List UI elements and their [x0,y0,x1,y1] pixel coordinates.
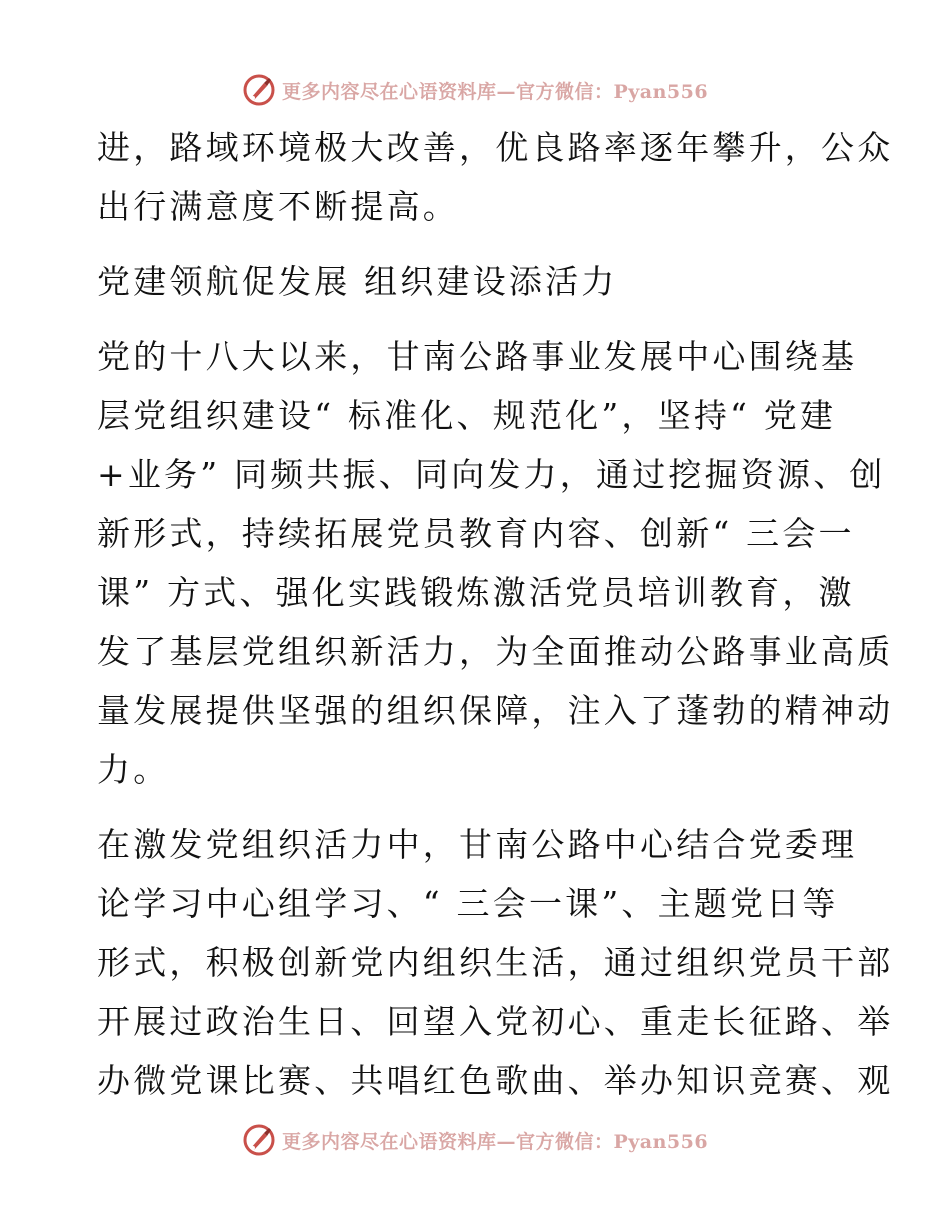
paragraph-line: 量发展提供坚强的组织保障，注入了蓬勃的精神动 [97,691,894,730]
paragraph-line: 层党组织建设“ 标准化、规范化”，坚持“ 党建 [97,396,837,435]
paragraph-line: 党的十八大以来，甘南公路事业发展中心围绕基 [97,337,858,376]
document-body [97,118,894,1110]
paragraph-line: 力。 [97,750,170,789]
paragraph-line: 开展过政治生日、回望入党初心、重走长征路、举 [97,1002,894,1041]
watermark-text: 更多内容尽在心语资料库—官方微信：Pyan556 [281,80,709,103]
watermark-banner-top [0,70,950,110]
pen-logo-icon [242,73,276,107]
paragraph-line: 课” 方式、强化实践锻炼激活党员培训教育，激 [97,573,855,612]
watermark-text: 更多内容尽在心语资料库—官方微信：Pyan556 [281,1130,709,1153]
paragraph-line: +业务” 同频共振、同向发力，通过挖掘资源、创 [97,455,886,494]
section-heading: 党建领航促发展 组织建设添活力 [97,262,618,301]
paragraph-line: 办微党课比赛、共唱红色歌曲、举办知识竞赛、观 [97,1061,894,1100]
paragraph-line: 形式，积极创新党内组织生活，通过组织党员干部 [97,943,894,982]
paragraph-line: 在激发党组织活力中，甘南公路中心结合党委理 [97,825,858,864]
paragraph-line: 出行满意度不断提高。 [97,187,459,226]
pen-logo-icon [242,1123,276,1157]
paragraph-line: 进，路域环境极大改善，优良路率逐年攀升，公众 [97,128,894,167]
paragraph-line: 论学习中心组学习、“ 三会一课”、主题党日等 [97,884,839,923]
paragraph-line: 新形式，持续拓展党员教育内容、创新“ 三会一 [97,514,855,553]
watermark-banner-bottom [0,1120,950,1160]
paragraph-line: 发了基层党组织新活力，为全面推动公路事业高质 [97,632,894,671]
